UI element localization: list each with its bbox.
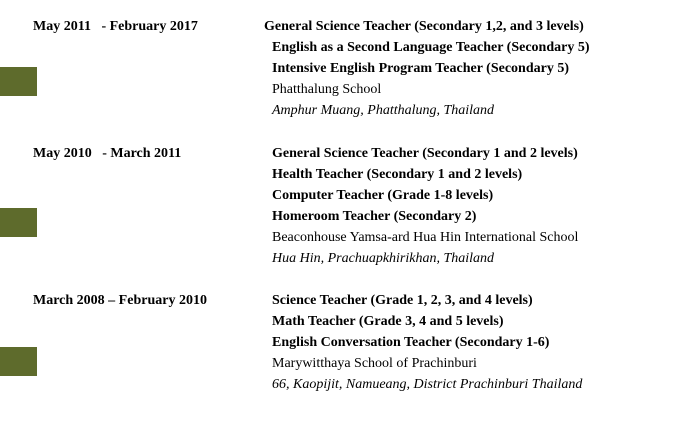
section-marker-3 xyxy=(0,347,37,376)
job-title: Health Teacher (Secondary 1 and 2 levels) xyxy=(272,167,523,182)
organization-name: Marywitthaya School of Prachinburi xyxy=(272,356,477,371)
entry-dates: March 2008 – February 2010 xyxy=(33,293,207,308)
job-title: English Conversation Teacher (Secondary 1-6) xyxy=(272,335,550,350)
organization-name: Beaconhouse Yamsa-ard Hua Hin International School xyxy=(272,230,579,245)
organization-location: 66, Kaopijit, Namueang, District Prachinburi Thailand xyxy=(272,377,583,392)
organization-location: Amphur Muang, Phatthalung, Thailand xyxy=(272,103,495,118)
job-title: General Science Teacher (Secondary 1,2, and 3 levels) xyxy=(264,19,584,34)
job-title: Computer Teacher (Grade 1-8 levels) xyxy=(272,188,494,203)
job-title: Math Teacher (Grade 3, 4 and 5 levels) xyxy=(272,314,504,329)
organization-name: Phatthalung School xyxy=(272,82,382,97)
job-title: Homeroom Teacher (Secondary 2) xyxy=(272,209,477,224)
organization-location: Hua Hin, Prachuapkhirikhan, Thailand xyxy=(272,251,495,266)
entry-details xyxy=(264,16,590,121)
section-marker-2 xyxy=(0,208,37,237)
entry-dates: May 2010 - March 2011 xyxy=(33,146,182,161)
entry-details xyxy=(272,290,582,395)
entry-dates: May 2011 - February 2017 xyxy=(33,19,198,34)
entry-details xyxy=(272,143,578,269)
section-marker-1 xyxy=(0,67,37,96)
job-title: Science Teacher (Grade 1, 2, 3, and 4 levels) xyxy=(272,293,533,308)
job-title: General Science Teacher (Secondary 1 and 2 levels) xyxy=(272,146,578,161)
job-title: Intensive English Program Teacher (Secondary 5) xyxy=(272,61,569,76)
job-title: English as a Second Language Teacher (Secondary 5) xyxy=(272,40,590,55)
